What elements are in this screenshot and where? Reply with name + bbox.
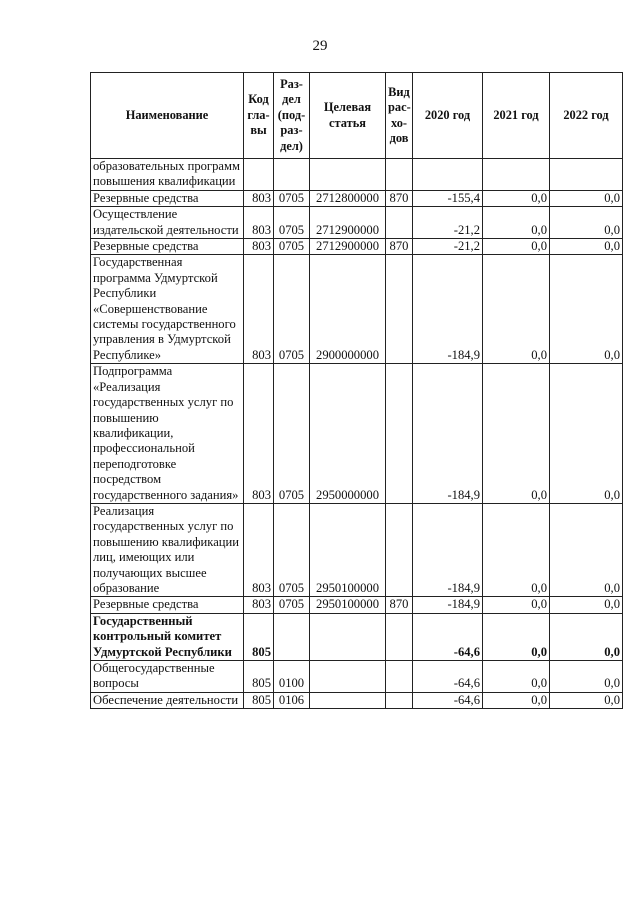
table-cell-target: 2712900000	[310, 239, 386, 255]
table-row	[91, 661, 623, 693]
table-cell-2022: 0,0	[550, 239, 623, 255]
table-cell-name: Реализация государственных услуг по повышению квалификации лиц, имеющих или получающих высшее образование	[91, 503, 244, 596]
table-cell-2021: 0,0	[483, 613, 550, 660]
table-cell-section: 0705	[274, 207, 310, 239]
table-cell-section	[274, 159, 310, 191]
table-row	[91, 692, 623, 708]
table-row	[91, 364, 623, 504]
table-cell-2020: -184,9	[413, 364, 483, 504]
table-cell-name: Резервные средства	[91, 190, 244, 206]
table-cell-2021: 0,0	[483, 661, 550, 693]
table-cell-2021: 0,0	[483, 255, 550, 364]
table-cell-2021: 0,0	[483, 239, 550, 255]
budget-table	[90, 72, 623, 709]
table-cell-2022: 0,0	[550, 661, 623, 693]
table-cell-target: 2712800000	[310, 190, 386, 206]
table-cell-2022: 0,0	[550, 503, 623, 596]
table-cell-2022: 0,0	[550, 597, 623, 613]
table-cell-expense	[386, 613, 413, 660]
table-cell-section: 0106	[274, 692, 310, 708]
header-target: Целевая статья	[310, 73, 386, 159]
table-cell-target	[310, 692, 386, 708]
table-cell-2022: 0,0	[550, 613, 623, 660]
table-cell-section: 0705	[274, 190, 310, 206]
table-cell-name: Обеспечение деятельности	[91, 692, 244, 708]
table-cell-expense	[386, 207, 413, 239]
table-cell-name: Государственный контрольный комитет Удмуртской Республики	[91, 613, 244, 660]
header-2022: 2022 год	[550, 73, 623, 159]
table-cell-expense	[386, 503, 413, 596]
table-row	[91, 503, 623, 596]
table-cell-expense	[386, 692, 413, 708]
table-body	[91, 159, 623, 709]
table-cell-target	[310, 159, 386, 191]
table-cell-2020: -64,6	[413, 692, 483, 708]
table-cell-target	[310, 613, 386, 660]
table-cell-expense	[386, 364, 413, 504]
header-expense: Вид рас- хо- дов	[386, 73, 413, 159]
table-cell-2022: 0,0	[550, 692, 623, 708]
table-cell-2021	[483, 159, 550, 191]
table-cell-target: 2950100000	[310, 503, 386, 596]
table-cell-name: Резервные средства	[91, 597, 244, 613]
table-cell-2020: -184,9	[413, 255, 483, 364]
header-section: Раз- дел (под- раз- дел)	[274, 73, 310, 159]
table-header-row	[91, 73, 623, 159]
table-cell-2022: 0,0	[550, 190, 623, 206]
table-cell-expense	[386, 661, 413, 693]
table-cell-section: 0705	[274, 597, 310, 613]
table-cell-name: Осуществление издательской деятельности	[91, 207, 244, 239]
table-cell-2021: 0,0	[483, 503, 550, 596]
table-row	[91, 159, 623, 191]
table-cell-2021: 0,0	[483, 207, 550, 239]
table-cell-section: 0705	[274, 239, 310, 255]
page-number: 29	[312, 38, 328, 54]
table-cell-chapter: 805	[244, 661, 274, 693]
table-cell-name: Общегосударственные вопросы	[91, 661, 244, 693]
table-cell-2021: 0,0	[483, 597, 550, 613]
table-cell-2021: 0,0	[483, 692, 550, 708]
table-cell-expense: 870	[386, 239, 413, 255]
table-row	[91, 207, 623, 239]
table-cell-section: 0100	[274, 661, 310, 693]
table-cell-section	[274, 613, 310, 660]
table-row	[91, 190, 623, 206]
table-cell-2021: 0,0	[483, 364, 550, 504]
table-cell-target: 2712900000	[310, 207, 386, 239]
table-row	[91, 597, 623, 613]
table-row	[91, 239, 623, 255]
table-cell-expense: 870	[386, 190, 413, 206]
table-cell-chapter: 803	[244, 597, 274, 613]
table-cell-chapter: 805	[244, 613, 274, 660]
table-cell-target	[310, 661, 386, 693]
table-row	[91, 255, 623, 364]
table-cell-section: 0705	[274, 364, 310, 504]
table-cell-2022: 0,0	[550, 364, 623, 504]
table-cell-2020: -155,4	[413, 190, 483, 206]
header-2020: 2020 год	[413, 73, 483, 159]
table-cell-expense: 870	[386, 597, 413, 613]
table-cell-chapter: 803	[244, 207, 274, 239]
header-chapter: Код гла- вы	[244, 73, 274, 159]
table-cell-2020: -64,6	[413, 613, 483, 660]
table-cell-target: 2950100000	[310, 597, 386, 613]
table-cell-2022: 0,0	[550, 207, 623, 239]
table-cell-name: Резервные средства	[91, 239, 244, 255]
table-cell-name: образовательных программ повышения квалификации	[91, 159, 244, 191]
table-cell-target: 2900000000	[310, 255, 386, 364]
table-cell-2020: -64,6	[413, 661, 483, 693]
table-cell-expense	[386, 255, 413, 364]
table-cell-chapter: 803	[244, 503, 274, 596]
table-cell-2020: -21,2	[413, 239, 483, 255]
table-cell-name: Государственная программа Удмуртской Республики «Совершенствование системы государственного управления в Удмуртской Республике»	[91, 255, 244, 364]
table-cell-chapter	[244, 159, 274, 191]
table-cell-chapter: 803	[244, 364, 274, 504]
table-cell-2020: -184,9	[413, 503, 483, 596]
table-cell-name: Подпрограмма «Реализация государственных услуг по повышению квалификации, профессиональной переподготовке посредством государственного задания»	[91, 364, 244, 504]
header-name: Наименование	[91, 73, 244, 159]
table-cell-chapter: 805	[244, 692, 274, 708]
table-cell-chapter: 803	[244, 255, 274, 364]
table-cell-chapter: 803	[244, 190, 274, 206]
table-cell-section: 0705	[274, 255, 310, 364]
table-cell-target: 2950000000	[310, 364, 386, 504]
table-cell-2022: 0,0	[550, 255, 623, 364]
table-cell-2020	[413, 159, 483, 191]
table-row	[91, 613, 623, 660]
table-cell-section: 0705	[274, 503, 310, 596]
table-cell-2020: -21,2	[413, 207, 483, 239]
table-cell-chapter: 803	[244, 239, 274, 255]
table-cell-2022	[550, 159, 623, 191]
table-cell-expense	[386, 159, 413, 191]
header-2021: 2021 год	[483, 73, 550, 159]
table-cell-2020: -184,9	[413, 597, 483, 613]
table-cell-2021: 0,0	[483, 190, 550, 206]
